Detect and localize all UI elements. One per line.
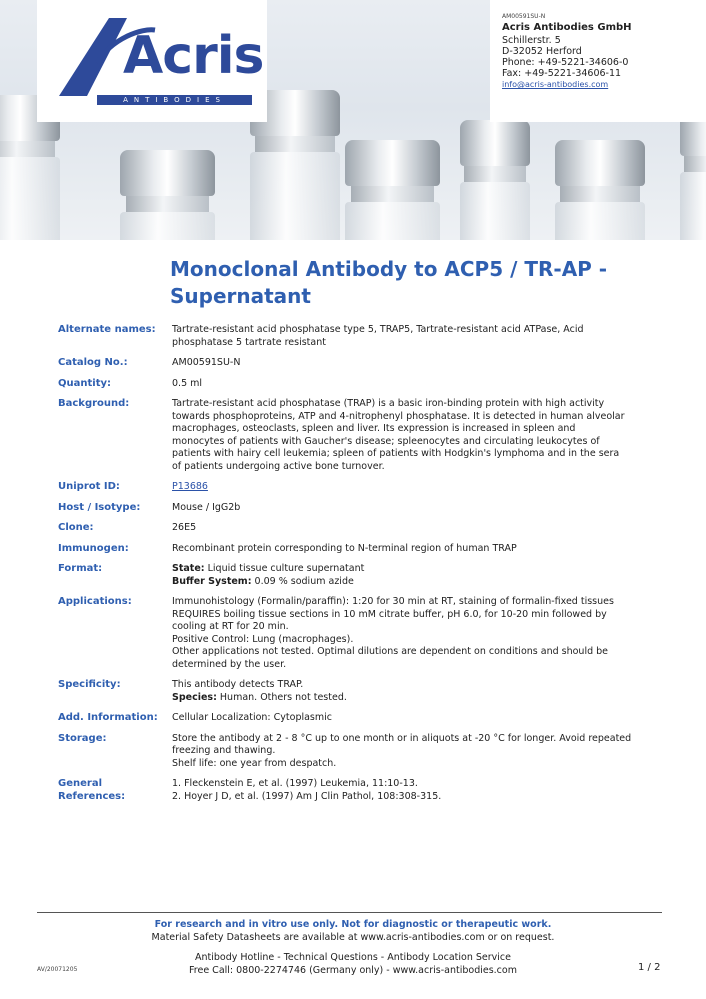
spec-row-specificity bbox=[58, 679, 668, 704]
spec-row-clone bbox=[58, 522, 668, 535]
header-banner bbox=[0, 0, 706, 240]
address-line: Schillerstr. 5 bbox=[502, 35, 561, 46]
spec-value: patients with hairy cell leukemia; spleen of patients with Hodgkin's lymphoma and in the sera bbox=[172, 448, 620, 459]
msds-notice: Material Safety Datasheets are available at www.acris-antibodies.com or on request. bbox=[151, 932, 555, 943]
spec-row-uniprot bbox=[58, 481, 668, 494]
spec-label: Storage: bbox=[58, 732, 107, 744]
spec-value: phosphatase 5 tartrate resistant bbox=[172, 336, 326, 348]
spec-label: Alternate names: bbox=[58, 324, 156, 335]
spec-row-immunogen bbox=[58, 543, 668, 556]
address-line: D-32052 Herford bbox=[502, 46, 582, 57]
spec-value: Shelf life: one year from despatch. bbox=[172, 757, 337, 769]
buffer-value: 0.09 % sodium azide bbox=[254, 575, 354, 587]
document-code: AV/20071205 bbox=[37, 966, 78, 973]
uniprot-link[interactable]: P13686 bbox=[172, 481, 208, 492]
spec-value: AM00591SU-N bbox=[172, 357, 241, 368]
spec-value: Tartrate-resistant acid phosphatase type 5, TRAP5, Tartrate-resistant acid ATPase, Acid bbox=[172, 324, 584, 335]
spec-value: 0.5 ml bbox=[172, 377, 203, 389]
spec-value: of patients undergoing active bone turnover. bbox=[172, 460, 385, 472]
spec-row-quantity bbox=[58, 378, 668, 391]
spec-table bbox=[58, 324, 668, 811]
spec-value: macrophages, osteoclasts, spleen and liver. Its expression is increased in spleen and bbox=[172, 423, 576, 434]
spec-label: Host / Isotype: bbox=[58, 501, 141, 513]
footer-divider bbox=[37, 912, 662, 913]
buffer-key: Buffer System: bbox=[172, 575, 252, 587]
phone-line: Phone: +49-5221-34606-0 bbox=[502, 57, 629, 68]
spec-value: towards phosphoproteins, ATP and 4-nitrophenyl phosphatase. It is detected in human alveolar bbox=[172, 410, 625, 422]
species-key: Species: bbox=[172, 691, 217, 703]
state-key: State: bbox=[172, 563, 205, 574]
spec-row-alternate-names bbox=[58, 324, 668, 349]
freecall-line: Free Call: 0800-2274746 (Germany only) - www.acris-antibodies.com bbox=[189, 965, 517, 976]
spec-row-references bbox=[58, 778, 668, 803]
spec-row-catalog bbox=[58, 357, 668, 370]
spec-label: Clone: bbox=[58, 522, 94, 533]
spec-label: Background: bbox=[58, 398, 130, 409]
spec-value: Recombinant protein corresponding to N-terminal region of human TRAP bbox=[172, 542, 517, 554]
spec-value: Cellular Localization: Cytoplasmic bbox=[172, 712, 333, 723]
spec-value: Tartrate-resistant acid phosphatase (TRAP) is a basic iron-binding protein with high activity bbox=[172, 398, 605, 409]
reference-item: 1. Fleckenstein E, et al. (1997) Leukemia, 11:10-13. bbox=[172, 778, 418, 789]
spec-row-host bbox=[58, 502, 668, 515]
page-number: 1 / 2 bbox=[638, 962, 661, 973]
company-name: Acris Antibodies GmbH bbox=[502, 22, 632, 33]
spec-row-add-info bbox=[58, 712, 668, 725]
spec-label: Specificity: bbox=[58, 679, 121, 690]
spec-value: Positive Control: Lung (macrophages). bbox=[172, 633, 354, 645]
spec-label: Add. Information: bbox=[58, 712, 158, 723]
address-block bbox=[490, 0, 706, 122]
spec-value: freezing and thawing. bbox=[172, 745, 276, 756]
species-value: Human. Others not tested. bbox=[219, 691, 347, 703]
email-link[interactable]: info@acris-antibodies.com bbox=[502, 80, 609, 89]
state-value: Liquid tissue culture supernatant bbox=[207, 563, 365, 574]
spec-value: This antibody detects TRAP. bbox=[172, 679, 304, 690]
spec-row-applications bbox=[58, 596, 668, 671]
spec-label: Quantity: bbox=[58, 377, 111, 389]
reference-item: 2. Hoyer J D, et al. (1997) Am J Clin Pathol, 108:308-315. bbox=[172, 790, 442, 802]
hotline-line: Antibody Hotline - Technical Questions - Antibody Location Service bbox=[195, 952, 511, 963]
logo-subtitle: ANTIBODIES bbox=[97, 95, 252, 105]
spec-value: Other applications not tested. Optimal dilutions are dependent on conditions and should be bbox=[172, 646, 609, 657]
spec-label: Applications: bbox=[58, 596, 132, 607]
page-title: Monoclonal Antibody to ACP5 / TR-AP - Supernatant bbox=[170, 257, 608, 308]
doc-reference: AM00591SU-N bbox=[502, 13, 546, 20]
spec-row-storage bbox=[58, 733, 668, 771]
spec-label: Catalog No.: bbox=[58, 357, 128, 368]
spec-value: cooling at RT for 20 min. bbox=[172, 621, 289, 632]
spec-label: References: bbox=[58, 790, 126, 802]
spec-value: REQUIRES boiling tissue sections in 10 mM citrate buffer, pH 6.0, for 10-20 min followed by bbox=[172, 608, 607, 620]
research-notice: For research and in vitro use only. Not for diagnostic or therapeutic work. bbox=[154, 919, 552, 930]
fax-line: Fax: +49-5221-34606-11 bbox=[502, 68, 622, 79]
spec-value: Immunohistology (Formalin/paraffin): 1:20 for 30 min at RT, staining of formalin-fixed tissues bbox=[172, 596, 614, 607]
spec-value: determined by the user. bbox=[172, 658, 287, 670]
logo-text: Acris bbox=[123, 26, 264, 86]
spec-label: Format: bbox=[58, 563, 103, 574]
spec-label: Immunogen: bbox=[58, 542, 129, 554]
spec-label: Uniprot ID: bbox=[58, 481, 120, 492]
spec-row-format bbox=[58, 563, 668, 588]
spec-value: Store the antibody at 2 - 8 °C up to one month or in aliquots at -20 °C for longer. Avoid repeated bbox=[172, 732, 632, 744]
company-logo bbox=[37, 0, 267, 122]
spec-label: General bbox=[58, 778, 102, 789]
spec-value: 26E5 bbox=[172, 522, 197, 533]
spec-value: monocytes of patients with Gaucher's disease; spleenocytes and circulating leukocytes of bbox=[172, 435, 600, 447]
spec-row-background bbox=[58, 398, 668, 473]
spec-value: Mouse / IgG2b bbox=[172, 501, 241, 513]
